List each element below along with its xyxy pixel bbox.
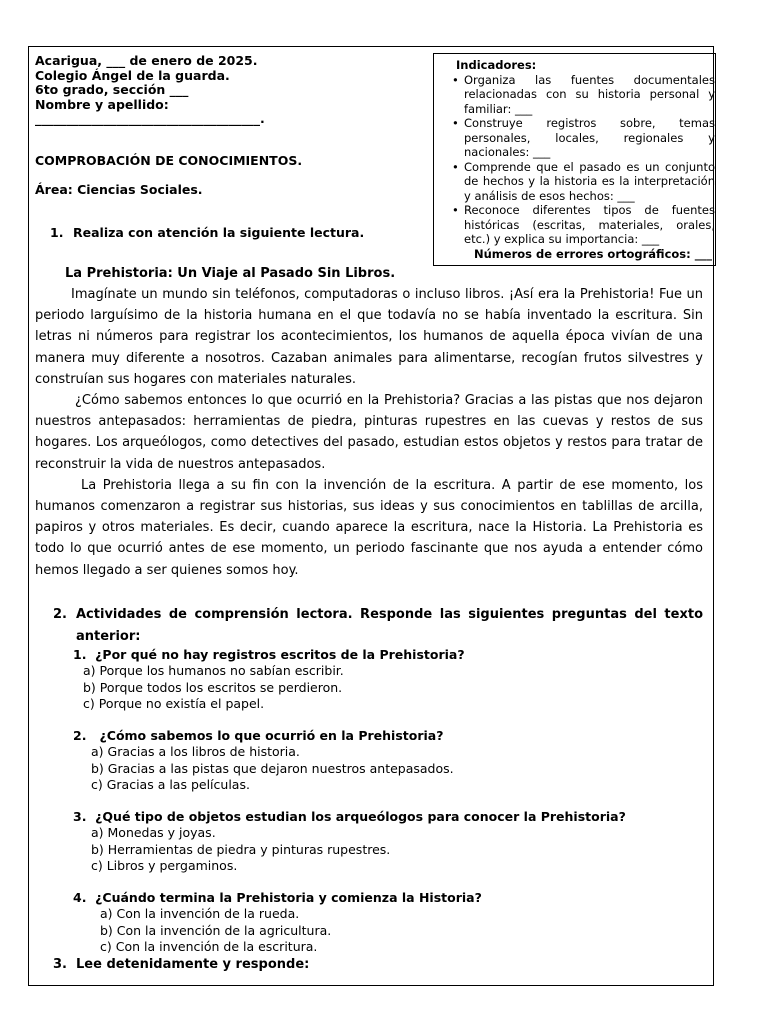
indicators-list (440, 73, 715, 247)
section-3-number: 3. (53, 957, 67, 972)
exam-title: COMPROBACIÓN DE CONOCIMIENTOS. (35, 153, 303, 168)
question-text: 4. ¿Cuándo termina la Prehistoria y comienza la Historia? (73, 890, 482, 905)
question-1 (73, 647, 465, 712)
answer-option: c) Libros y pergaminos. (91, 857, 238, 873)
reading-text (35, 284, 703, 581)
indicator-item: • Construye registros sobre, temas personales, locales, regionales y nacionales: ___ (464, 116, 715, 160)
name-blank-line: ____________________________________. (35, 111, 265, 126)
answer-option: b) Porque todos los escritos se perdieron. (83, 679, 343, 695)
answer-option: a) Porque los humanos no sabían escribir. (83, 663, 344, 679)
section-2-instruction: Actividades de comprensión lectora. Responde las siguientes preguntas del texto anterior: (76, 607, 703, 644)
answer-option: a) Monedas y joyas. (91, 825, 216, 841)
indicator-item: • Comprende que el pasado es un conjunto de hechos y la historia es la interpretación y análisis de esos hechos: ___ (464, 160, 715, 204)
indicators-title: Indicadores: (456, 58, 537, 72)
section-2-heading (53, 604, 703, 647)
subject-area: Área: Ciencias Sociales. (35, 182, 203, 197)
reading-paragraph: ¿Cómo sabemos entonces lo que ocurrió en la Prehistoria? Gracias a las pistas que nos dejaron nuestros antepasados: herramientas de piedra, pinturas rupestres en las cuevas y restos de sus hogares. Los arqueólogos, como detectives del pasado, estudian estos objetos y restos para tratar de reconstruir la vida de nuestros antepasados. (35, 393, 703, 472)
question-4 (73, 890, 482, 955)
school-line: Colegio Ángel de la guarda. (35, 67, 230, 83)
question-text: 2. ¿Cómo sabemos lo que ocurrió en la Prehistoria? (73, 728, 444, 743)
name-label: Nombre y apellido: (35, 96, 169, 112)
answer-option: b) Con la invención de la agricultura. (100, 922, 332, 938)
spelling-errors-field: Números de errores ortográficos: ___ (474, 246, 712, 261)
question-text: 1. ¿Por qué no hay registros escritos de la Prehistoria? (73, 647, 465, 662)
student-header (35, 54, 435, 127)
reading-paragraph: Imagínate un mundo sin teléfonos, computadoras o incluso libros. ¡Así era la Prehistoria! Fue un periodo larguísimo de la historia humana en el que todavía no se había inventado la escritura. Sin letras ni números para registrar los acontecimientos, los humanos de aquella época vivían de una manera muy diferente a nosotros. Cazaban animales para alimentarse, recogían frutos silvestres y construían sus hogares con materiales naturales. (35, 287, 703, 387)
section-3-instruction: Lee detenidamente y responde: (76, 957, 310, 972)
answer-option: c) Porque no existía el papel. (83, 695, 265, 711)
date-line: Acarigua, ___ de enero de 2025. (35, 53, 258, 68)
question-3 (73, 809, 626, 874)
indicator-item: • Reconoce diferentes tipos de fuentes históricas (escritas, materiales, orales, etc.) y explica su importancia: ___ (464, 203, 715, 247)
answer-option: a) Con la invención de la rueda. (100, 906, 300, 922)
answer-option: a) Gracias a los libros de historia. (91, 744, 300, 760)
section-1-instruction: Realiza con atención la siguiente lectura. (73, 225, 365, 240)
section-2-number: 2. (53, 607, 67, 622)
reading-paragraph: La Prehistoria llega a su fin con la invención de la escritura. A partir de ese momento, los humanos comenzaron a registrar sus historias, sus ideas y sus conocimientos en tablillas de arcilla, papiros y otros materiales. Es decir, cuando aparece la escritura, nace la Historia. La Prehistoria es todo lo que ocurrió antes de ese momento, un periodo fascinante que nos ayuda a entender cómo hemos llegado a ser quienes somos hoy. (35, 477, 703, 578)
answer-option: c) Con la invención de la escritura. (100, 938, 318, 954)
answer-option: c) Gracias a las películas. (91, 776, 250, 792)
indicator-item: • Organiza las fuentes documentales relacionadas con su historia personal y familiar: ___ (464, 73, 715, 117)
question-2 (73, 728, 454, 793)
indicators-box (433, 53, 716, 266)
section-1-number: 1. (50, 225, 64, 240)
answer-option: b) Gracias a las pistas que dejaron nuestros antepasados. (91, 760, 454, 776)
grade-line: 6to grado, sección ___ (35, 82, 189, 97)
reading-title: La Prehistoria: Un Viaje al Pasado Sin Libros. (65, 266, 396, 281)
answer-option: b) Herramientas de piedra y pinturas rupestres. (91, 841, 391, 857)
question-text: 3. ¿Qué tipo de objetos estudian los arqueólogos para conocer la Prehistoria? (73, 809, 626, 824)
